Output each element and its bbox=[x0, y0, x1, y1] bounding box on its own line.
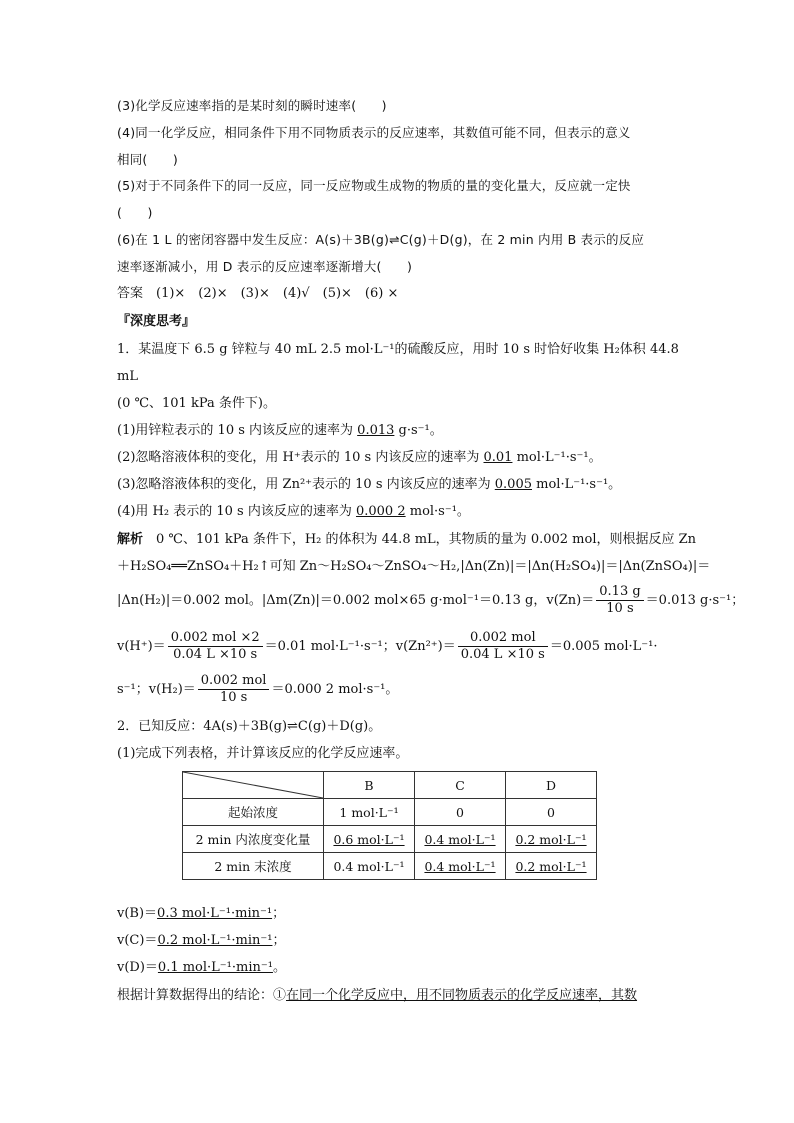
p1-line3: (0 ℃、101 kPa 条件下)。 bbox=[117, 396, 276, 411]
rate-c-answer: 0.2 mol·L⁻¹·min⁻¹ bbox=[157, 933, 273, 948]
rate-b-post: ； bbox=[272, 906, 286, 921]
table-header-d: D bbox=[506, 772, 597, 799]
analysis-text3a: |Δn(H₂)|＝0.002 mol。|Δm(Zn)|＝0.002 mol×65 g·mol⁻¹＝0.13 g，v(Zn)＝ bbox=[117, 593, 595, 608]
diagonal-line bbox=[183, 772, 323, 798]
rate-d-pre: v(D)＝ bbox=[117, 960, 158, 975]
p1-sub1 bbox=[117, 422, 443, 440]
concentration-table bbox=[182, 771, 597, 880]
p1-sub3-post: mol·L⁻¹·s⁻¹。 bbox=[532, 477, 622, 492]
p1-line2: mL bbox=[117, 369, 138, 384]
rate-d bbox=[117, 959, 286, 977]
analysis-line3 bbox=[117, 584, 744, 617]
cell-answer: 0.4 mol·L⁻¹ bbox=[424, 858, 496, 874]
fraction-vh2 bbox=[198, 673, 270, 706]
table-header-row bbox=[183, 772, 597, 799]
analysis-label: 解析 bbox=[117, 532, 144, 547]
analysis-text3b: ＝0.013 g·s⁻¹； bbox=[645, 593, 745, 608]
answer-line: 答案 (1)× (2)× (3)× (4)√ (5)× (6) × bbox=[117, 286, 399, 301]
fraction-numerator: 0.13 g bbox=[596, 584, 643, 601]
judge-q4-line1: (4)同一化学反应，相同条件下用不同物质表示的反应速率，其数值可能不同，但表示的意义 bbox=[117, 125, 631, 140]
table-row bbox=[183, 853, 597, 880]
p1-line1: 1．某温度下 6.5 g 锌粒与 40 mL 2.5 mol·L⁻¹的硫酸反应，用时 10 s 时恰好收集 H₂体积 44.8 bbox=[117, 342, 679, 357]
analysis-line4 bbox=[117, 630, 657, 663]
p1-sub2-pre: (2)忽略溶液体积的变化，用 H⁺表示的 10 s 内该反应的速率为 bbox=[117, 450, 484, 465]
p1-sub2-answer: 0.01 bbox=[483, 450, 513, 465]
rate-c bbox=[117, 932, 285, 950]
p1-sub3-answer: 0.005 bbox=[494, 477, 532, 492]
p2-line2: (1)完成下列表格，并计算该反应的化学反应速率。 bbox=[117, 746, 409, 761]
table-cell: 0.4 mol·L⁻¹ bbox=[324, 853, 415, 880]
judge-q4-line2: 相同( ) bbox=[117, 152, 178, 167]
table-cell bbox=[415, 853, 506, 880]
table-cell: 0 bbox=[506, 799, 597, 826]
conclusion-answer: 在同一个化学反应中，用不同物质表示的化学反应速率，其数 bbox=[286, 988, 638, 1003]
judge-q6-line2: 速率逐渐减小，用 D 表示的反应速率逐渐增大( ) bbox=[117, 259, 413, 274]
fraction-vzn2 bbox=[458, 630, 548, 663]
p1-sub4-answer: 0.000 2 bbox=[355, 504, 406, 519]
analysis-text4b: ＝0.01 mol·L⁻¹·s⁻¹；v(Zn²⁺)＝ bbox=[264, 639, 456, 654]
rate-b-answer: 0.3 mol·L⁻¹·min⁻¹ bbox=[157, 906, 273, 921]
p1-sub3 bbox=[117, 476, 621, 494]
conclusion-pre: 根据计算数据得出的结论：① bbox=[117, 988, 287, 1003]
analysis-line1 bbox=[117, 531, 696, 549]
table-header-b: B bbox=[324, 772, 415, 799]
table-cell: 1 mol·L⁻¹ bbox=[324, 799, 415, 826]
table-cell bbox=[324, 826, 415, 853]
analysis-text4c: ＝0.005 mol·L⁻¹· bbox=[549, 639, 658, 654]
p1-sub2-post: mol·L⁻¹·s⁻¹。 bbox=[512, 450, 602, 465]
p2-line1: 2．已知反应：4A(s)＋3B(g)⇌C(g)＋D(g)。 bbox=[117, 719, 382, 734]
row-label: 2 min 内浓度变化量 bbox=[183, 826, 324, 853]
fraction-vh bbox=[168, 630, 263, 663]
fraction-denominator: 10 s bbox=[219, 690, 248, 705]
p1-sub4-post: mol·s⁻¹。 bbox=[405, 504, 470, 519]
rate-c-pre: v(C)＝ bbox=[117, 933, 158, 948]
fraction-denominator: 0.04 L ×10 s bbox=[173, 647, 258, 662]
rate-d-post: 。 bbox=[272, 960, 286, 975]
fraction-numerator: 0.002 mol bbox=[458, 630, 548, 647]
table-header-c: C bbox=[415, 772, 506, 799]
cell-answer: 0.2 mol·L⁻¹ bbox=[515, 858, 587, 874]
table-cell bbox=[506, 853, 597, 880]
p1-sub2 bbox=[117, 449, 602, 467]
section-title: 『深度思考』 bbox=[117, 314, 196, 329]
table-row bbox=[183, 799, 597, 826]
judge-q6-line1: (6)在 1 L 的密闭容器中发生反应：A(s)＋3B(g)⇌C(g)＋D(g)，在 2 min 内用 B 表示的反应 bbox=[117, 232, 645, 247]
analysis-line5 bbox=[117, 673, 398, 706]
fraction-numerator: 0.002 mol ×2 bbox=[168, 630, 263, 647]
p1-sub1-pre: (1)用锌粒表示的 10 s 内该反应的速率为 bbox=[117, 423, 358, 438]
table-corner-cell bbox=[183, 772, 324, 799]
analysis-text1: 0 ℃、101 kPa 条件下，H₂ 的体积为 44.8 mL，其物质的量为 0.002 mol，则根据反应 Zn bbox=[143, 532, 697, 547]
p1-sub1-answer: 0.013 bbox=[357, 423, 395, 438]
judge-q5-line2: ( ) bbox=[117, 205, 153, 220]
row-label: 起始浓度 bbox=[183, 799, 324, 826]
analysis-text4a: v(H⁺)＝ bbox=[117, 639, 166, 654]
cell-answer: 0.4 mol·L⁻¹ bbox=[424, 831, 496, 847]
rate-b-pre: v(B)＝ bbox=[117, 906, 158, 921]
fraction-denominator: 10 s bbox=[606, 601, 634, 616]
analysis-line2: ＋H₂SO₄══ZnSO₄＋H₂↑可知 Zn～H₂SO₄～ZnSO₄～H₂,|Δn(Zn)|＝|Δn(H₂SO₄)|＝|Δn(ZnSO₄)|＝ bbox=[117, 559, 711, 574]
judge-q3: (3)化学反应速率指的是某时刻的瞬时速率( ) bbox=[117, 98, 387, 113]
fraction-vzn bbox=[596, 584, 643, 617]
cell-answer: 0.6 mol·L⁻¹ bbox=[333, 831, 405, 847]
cell-answer: 0.2 mol·L⁻¹ bbox=[515, 831, 587, 847]
table-cell: 0 bbox=[415, 799, 506, 826]
analysis-text5b: ＝0.000 2 mol·s⁻¹。 bbox=[271, 682, 399, 697]
table-cell bbox=[415, 826, 506, 853]
row-label: 2 min 末浓度 bbox=[183, 853, 324, 880]
table-row bbox=[183, 826, 597, 853]
p1-sub4-pre: (4)用 H₂ 表示的 10 s 内该反应的速率为 bbox=[117, 504, 356, 519]
p1-sub4 bbox=[117, 503, 470, 521]
judge-q5-line1: (5)对于不同条件下的同一反应，同一反应物或生成物的物质的量的变化量大，反应就一定快 bbox=[117, 178, 631, 193]
conclusion-line bbox=[117, 987, 637, 1005]
rate-d-answer: 0.1 mol·L⁻¹·min⁻¹ bbox=[157, 960, 273, 975]
rate-b bbox=[117, 905, 285, 923]
p1-sub1-post: g·s⁻¹。 bbox=[394, 423, 443, 438]
p1-sub3-pre: (3)忽略溶液体积的变化，用 Zn²⁺表示的 10 s 内该反应的速率为 bbox=[117, 477, 495, 492]
analysis-text5a: s⁻¹；v(H₂)＝ bbox=[117, 682, 196, 697]
fraction-denominator: 0.04 L ×10 s bbox=[460, 647, 545, 662]
table-cell bbox=[506, 826, 597, 853]
rate-c-post: ； bbox=[272, 933, 286, 948]
fraction-numerator: 0.002 mol bbox=[198, 673, 270, 690]
